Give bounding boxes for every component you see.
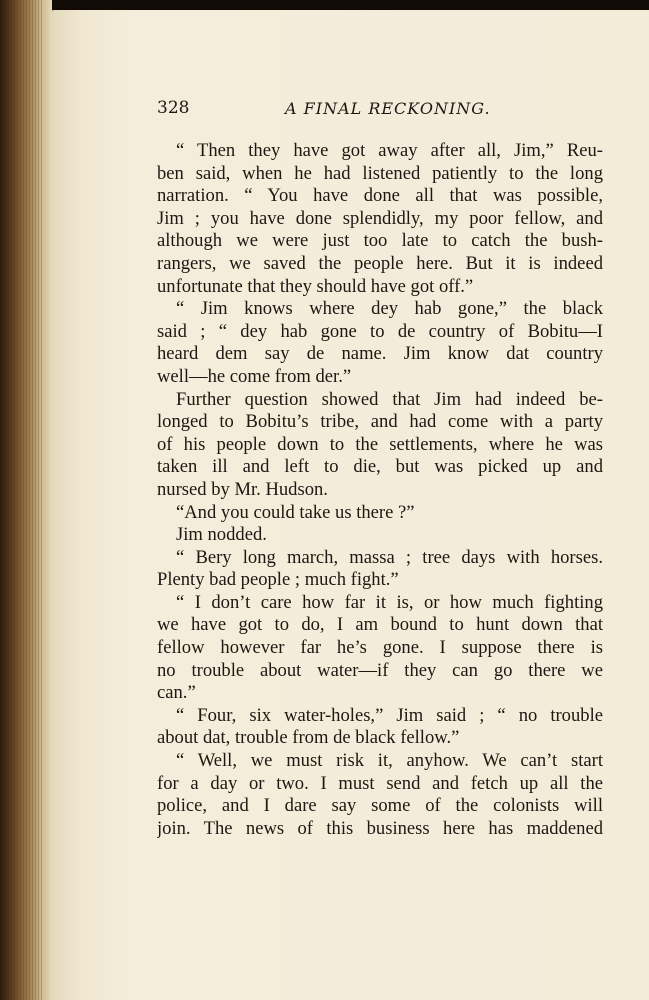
text-line: longed to Bobitu’s tribe, and had come with a party bbox=[157, 411, 603, 433]
text-line: said ; “ dey hab gone to de country of Bobitu—I bbox=[157, 320, 603, 342]
text-line: police, and I dare say some of the colonists will bbox=[157, 795, 603, 817]
text-line: no trouble about water—if they can go there we bbox=[157, 659, 603, 681]
text-line: of his people down to the settlements, where he was bbox=[157, 433, 603, 455]
text-line: “ Then they have got away after all, Jim,” Reu- bbox=[176, 140, 603, 161]
page-number: 328 bbox=[157, 98, 190, 118]
text-line: narration. “ You have done all that was possible, bbox=[157, 185, 603, 207]
body-text bbox=[157, 140, 603, 840]
text-line: fellow however far he’s gone. I suppose there is bbox=[157, 637, 603, 659]
text-line: ben said, when he had listened patiently to the long bbox=[157, 162, 603, 184]
text-line: join. The news of this business here has maddened bbox=[157, 817, 603, 839]
text-line: Jim nodded. bbox=[176, 524, 267, 546]
text-line: can.” bbox=[157, 682, 196, 704]
text-line: Further question showed that Jim had indeed be- bbox=[176, 388, 603, 410]
text-line: Jim ; you have done splendidly, my poor fellow, and bbox=[157, 207, 603, 229]
text-line: about dat, trouble from de black fellow.” bbox=[157, 727, 460, 749]
text-line: well—he come from der.” bbox=[157, 365, 352, 387]
text-line: unfortunate that they should have got off.” bbox=[157, 275, 474, 297]
text-line: for a day or two. I must send and fetch up all the bbox=[157, 772, 603, 794]
text-line: “ Jim knows where dey hab gone,” the black bbox=[176, 298, 603, 320]
text-line: we have got to do, I am bound to hunt down that bbox=[157, 614, 603, 636]
text-line: “ I don’t care how far it is, or how much fighting bbox=[176, 591, 603, 613]
text-line: nursed by Mr. Hudson. bbox=[157, 478, 328, 500]
text-line: “ Four, six water-holes,” Jim said ; “ no trouble bbox=[176, 704, 603, 726]
page-header bbox=[157, 98, 603, 122]
text-line: “ Bery long march, massa ; tree days with horses. bbox=[176, 546, 603, 568]
text-line: Plenty bad people ; much fight.” bbox=[157, 569, 399, 591]
running-title: A FINAL RECKONING. bbox=[285, 99, 491, 118]
text-line: “And you could take us there ?” bbox=[176, 501, 415, 523]
book-spine-edge bbox=[0, 0, 52, 1000]
text-line: heard dem say de name. Jim know dat country bbox=[157, 343, 603, 365]
text-line: rangers, we saved the people here. But it is indeed bbox=[157, 252, 603, 274]
text-line: although we were just too late to catch the bush- bbox=[157, 230, 603, 252]
text-line: “ Well, we must risk it, anyhow. We can’t start bbox=[176, 750, 603, 772]
text-line: taken ill and left to die, but was picked up and bbox=[157, 456, 603, 478]
